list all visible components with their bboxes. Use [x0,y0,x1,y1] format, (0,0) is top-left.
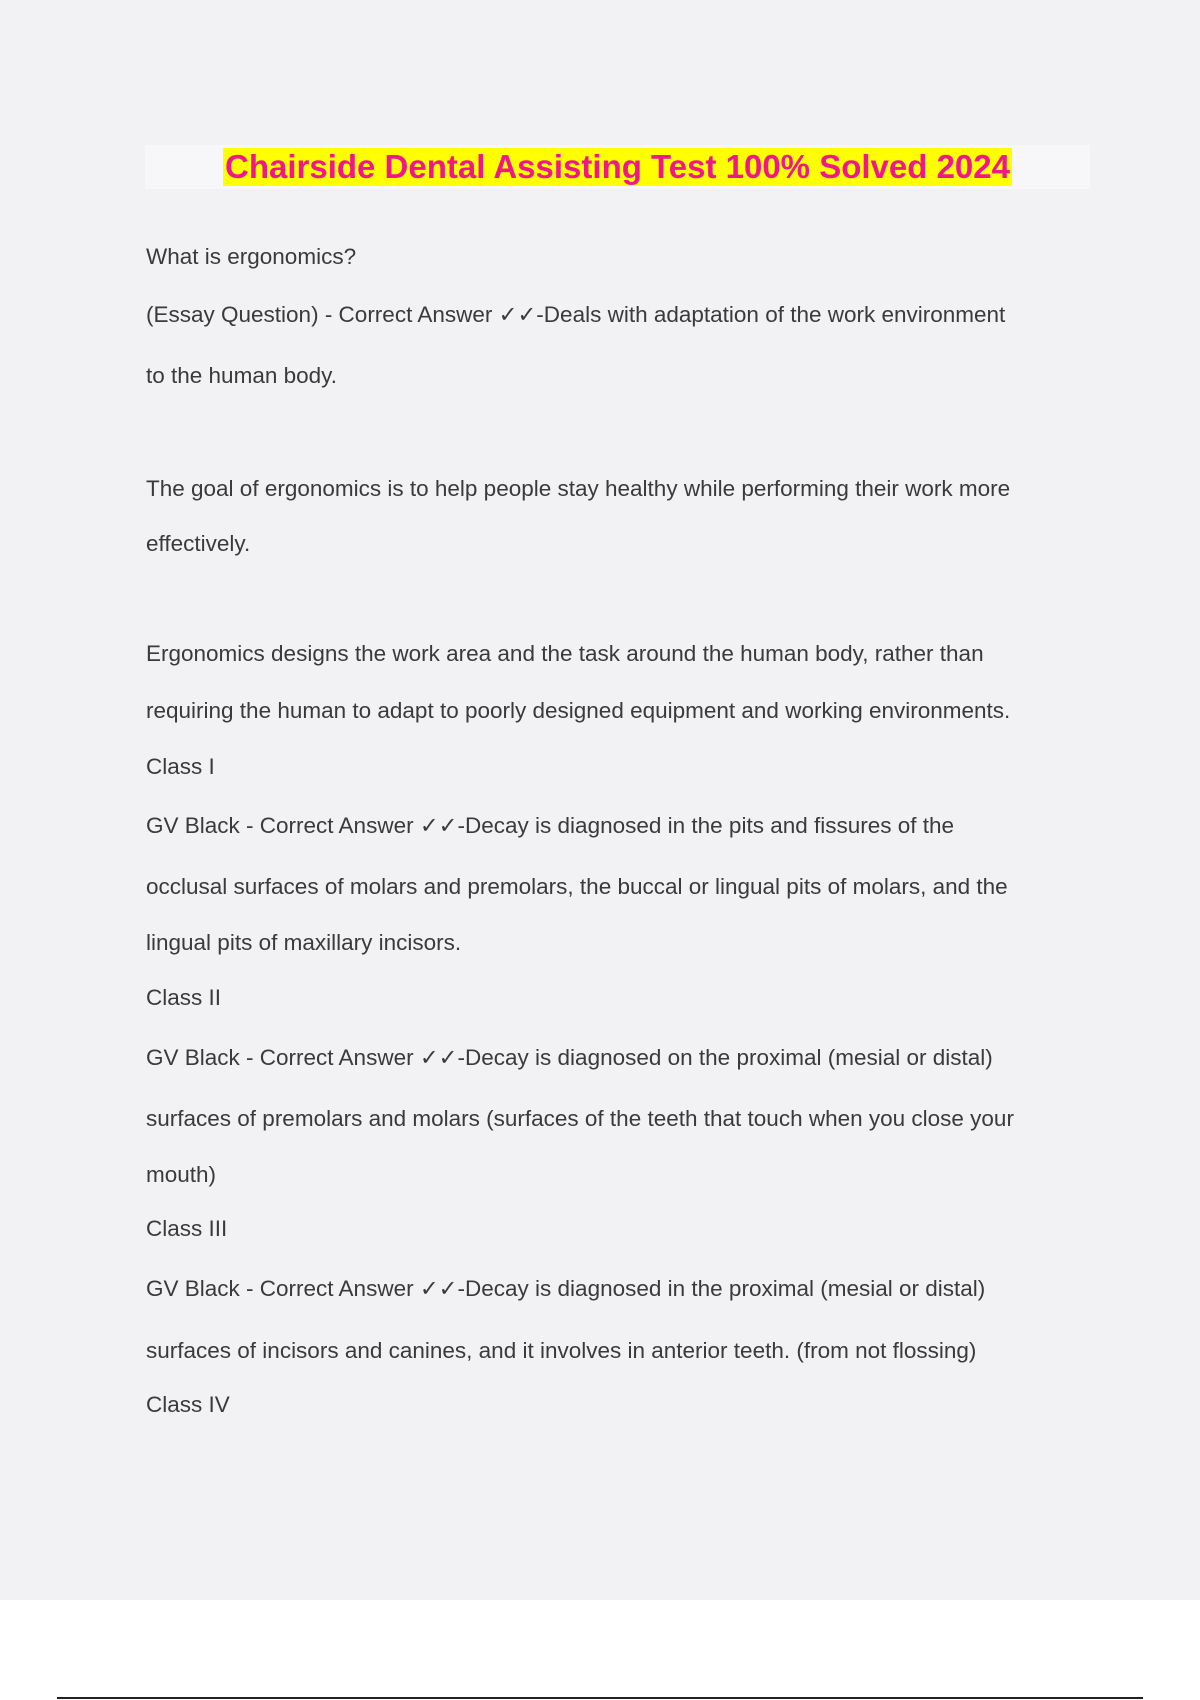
text-line: GV Black - Correct Answer ✓✓-Decay is diagnosed in the pits and fissures of the [146,813,955,838]
text-line: surfaces of incisors and canines, and it involves in anterior teeth. (from not flossing) [146,1338,977,1363]
text-line: occlusal surfaces of molars and premolars, the buccal or lingual pits of molars, and the [146,874,1008,899]
text-line: to the human body. [146,363,337,388]
document-title: Chairside Dental Assisting Test 100% Solved 2024 [225,148,1010,185]
class-heading: Class I [146,754,215,779]
text-line: What is ergonomics? [146,244,357,269]
text-line: lingual pits of maxillary incisors. [146,930,462,955]
text-line: GV Black - Correct Answer ✓✓-Decay is diagnosed in the proximal (mesial or distal) [146,1276,986,1301]
text-line: surfaces of premolars and molars (surfaces of the teeth that touch when you close your [146,1106,1014,1131]
text-line: (Essay Question) - Correct Answer ✓✓-Deals with adaptation of the work environment [146,302,1006,327]
class-heading: Class IV [146,1392,230,1417]
text-line: GV Black - Correct Answer ✓✓-Decay is diagnosed on the proximal (mesial or distal) [146,1045,993,1070]
class-heading: Class II [146,985,222,1010]
text-line: Ergonomics designs the work area and the task around the human body, rather than [146,641,984,666]
title-band [145,145,1090,189]
text-line: requiring the human to adapt to poorly designed equipment and working environments. [146,698,1011,723]
class-heading: Class III [146,1216,228,1241]
text-line: The goal of ergonomics is to help people stay healthy while performing their work more [146,476,1011,501]
footer-divider [57,1697,1143,1699]
text-line: effectively. [146,531,251,556]
text-line: mouth) [146,1162,217,1187]
